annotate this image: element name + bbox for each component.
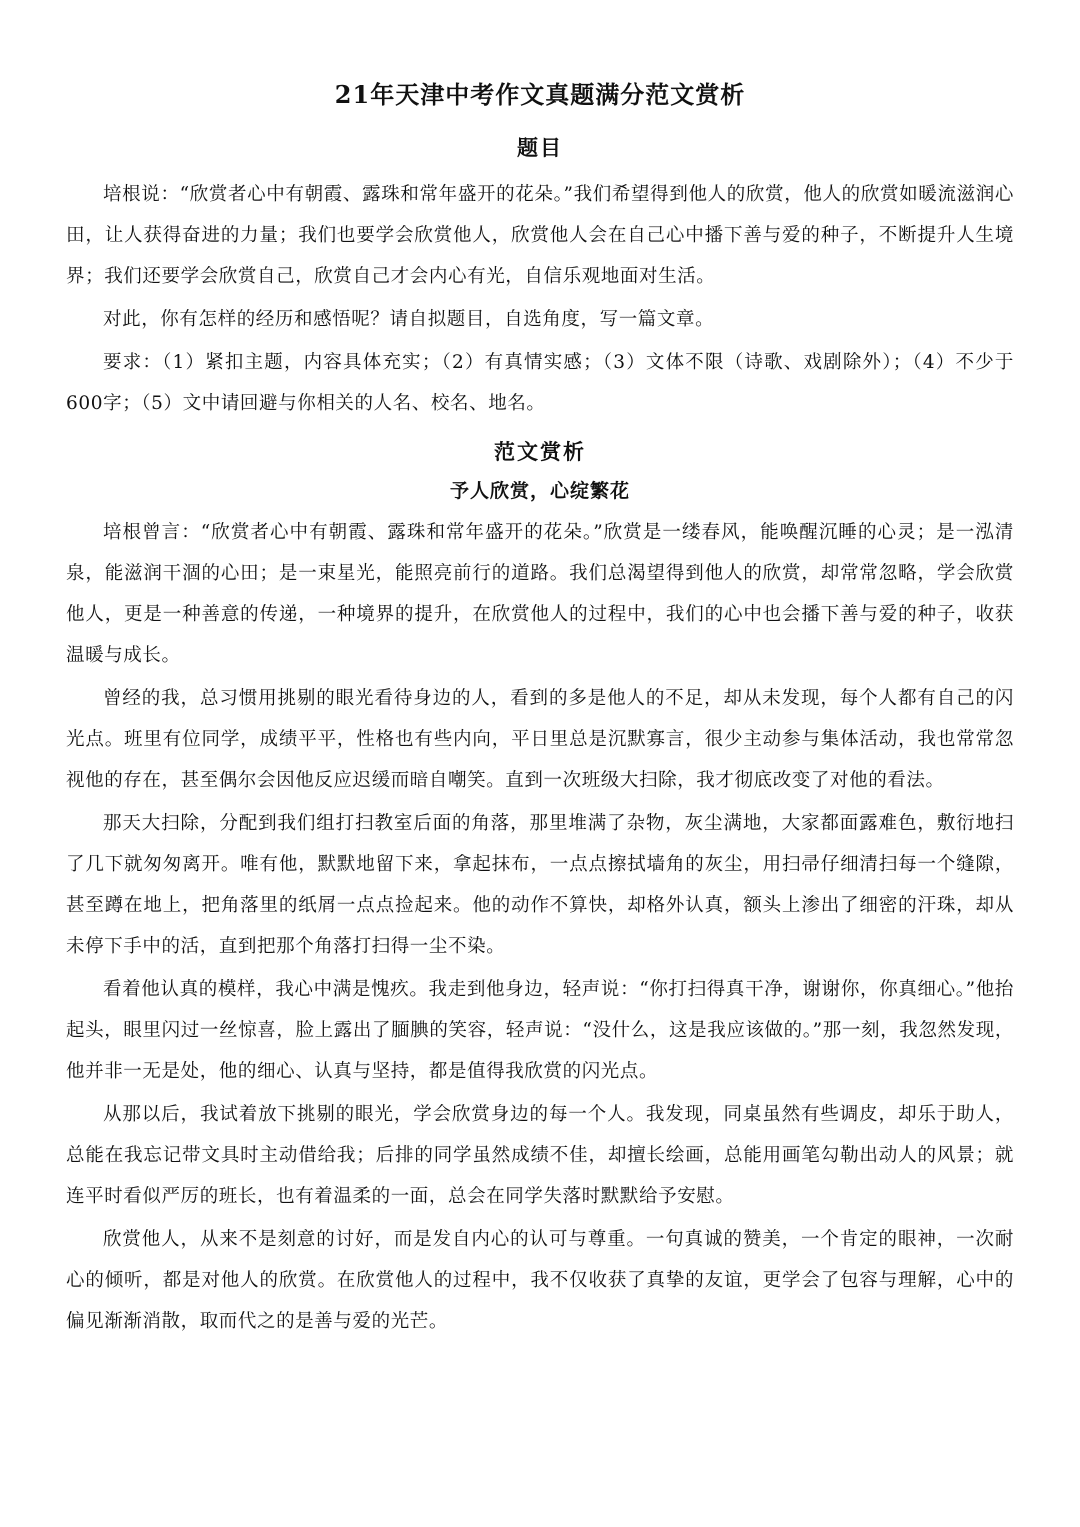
prompt-section-heading: 题目: [517, 135, 563, 160]
essay-title: 予人欣赏，心绽繁花: [449, 480, 630, 502]
document-title: 21年天津中考作文真题满分范文赏析: [334, 80, 746, 109]
essay-paragraph: 从那以后，我试着放下挑剔的眼光，学会欣赏身边的每一个人。我发现，同桌虽然有些调皮，却乐于助人，总能在我忘记带文具时主动借给我；后排的同学虽然成绩不佳，却擅长绘画，总能用画笔勾勒出动人的风景；就连平时看似严厉的班长，也有着温柔的一面，总会在同学失落时默默给予安慰。: [66, 1104, 1014, 1207]
essay-paragraph: 欣赏他人，从来不是刻意的讨好，而是发自内心的认可与尊重。一句真诚的赞美，一个肯定的眼神，一次耐心的倾听，都是对他人的欣赏。在欣赏他人的过程中，我不仅收获了真挚的友谊，更学会了包容与理解，心中的偏见渐渐消散，取而代之的是善与爱的光芒。: [66, 1229, 1014, 1332]
essay-paragraph: 那天大扫除，分配到我们组打扫教室后面的角落，那里堆满了杂物，灰尘满地，大家都面露难色，敷衍地扫了几下就匆匆离开。唯有他，默默地留下来，拿起抹布，一点点擦拭墙角的灰尘，用扫帚仔细清扫每一个缝隙，甚至蹲在地上，把角落里的纸屑一点点捡起来。他的动作不算快，却格外认真，额头上渗出了细密的汗珠，却从未停下手中的活，直到把那个角落打扫得一尘不染。: [66, 813, 1014, 957]
essay-paragraph: 曾经的我，总习惯用挑剔的眼光看待身边的人，看到的多是他人的不足，却从未发现，每个人都有自己的闪光点。班里有位同学，成绩平平，性格也有些内向，平日里总是沉默寡言，很少主动参与集体活动，我也常常忽视他的存在，甚至偶尔会因他反应迟缓而暗自嘲笑。直到一次班级大扫除，我才彻底改变了对他的看法。: [66, 688, 1014, 791]
prompt-requirements: 要求：（1）紧扣主题，内容具体充实；（2）有真情实感；（3）文体不限（诗歌、戏剧除外）；（4）不少于600字；（5）文中请回避与你相关的人名、校名、地名。: [66, 352, 1014, 414]
essay-paragraph: 看着他认真的模样，我心中满是愧疚。我走到他身边，轻声说：“你打扫得真干净，谢谢你，你真细心。”他抬起头，眼里闪过一丝惊喜，脸上露出了腼腆的笑容，轻声说：“没什么，这是我应该做的。”那一刻，我忽然发现，他并非一无是处，他的细心、认真与坚持，都是值得我欣赏的闪光点。: [66, 979, 1014, 1082]
prompt-instruction: 对此，你有怎样的经历和感悟呢？请自拟题目，自选角度，写一篇文章。: [103, 309, 715, 330]
essay-paragraph: 培根曾言：“欣赏者心中有朝霞、露珠和常年盛开的花朵。”欣赏是一缕春风，能唤醒沉睡的心灵；是一泓清泉，能滋润干涸的心田；是一束星光，能照亮前行的道路。我们总渴望得到他人的欣赏，却常常忽略，学会欣赏他人，更是一种善意的传递，一种境界的提升，在欣赏他人的过程中，我们的心中也会播下善与爱的种子，收获温暖与成长。: [66, 522, 1014, 666]
prompt-paragraph: 培根说：“欣赏者心中有朝霞、露珠和常年盛开的花朵。”我们希望得到他人的欣赏，他人的欣赏如暖流滋润心田，让人获得奋进的力量；我们也要学会欣赏他人，欣赏他人会在自己心中播下善与爱的种子，不断提升人生境界；我们还要学会欣赏自己，欣赏自己才会内心有光，自信乐观地面对生活。: [66, 184, 1014, 287]
essay-section-heading: 范文赏析: [494, 439, 586, 464]
